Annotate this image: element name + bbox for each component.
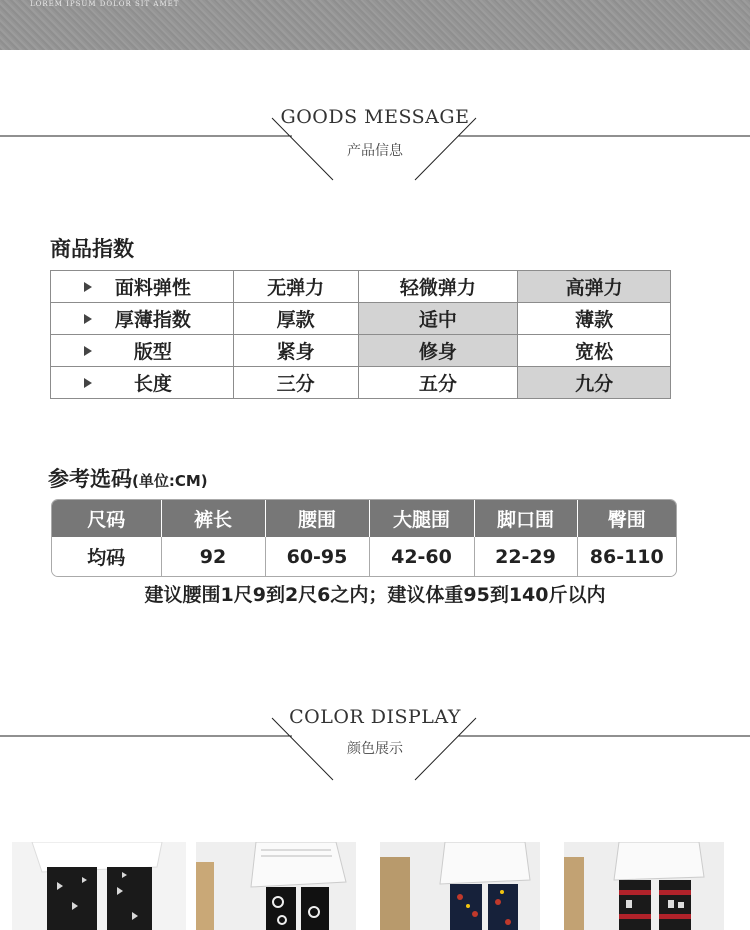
triangle-bullet-icon — [84, 314, 92, 324]
index-option-selected: 适中 — [358, 303, 518, 335]
product-index-table — [50, 270, 671, 399]
triangle-bullet-icon — [84, 378, 92, 388]
index-row-label — [51, 367, 234, 399]
goods-message-subtitle: 产品信息 — [347, 143, 403, 159]
size-value-row — [52, 537, 676, 576]
size-header-cell: 脚口围 — [474, 500, 577, 537]
size-unit: (单位:CM) — [132, 472, 208, 490]
index-label-text: 长度 — [133, 373, 172, 395]
size-header-cell: 裤长 — [161, 500, 265, 537]
index-title: 商品指数 — [50, 237, 134, 261]
triangle-bullet-icon — [84, 282, 92, 292]
index-row-label — [51, 335, 234, 367]
index-option: 紧身 — [233, 335, 358, 367]
index-row-label — [51, 271, 234, 303]
size-header-cell: 尺码 — [52, 500, 161, 537]
index-option: 五分 — [358, 367, 518, 399]
size-value-cell: 86-110 — [577, 537, 676, 576]
photo-swirl-leggings[interactable] — [196, 842, 356, 930]
index-row — [51, 367, 671, 399]
index-row — [51, 335, 671, 367]
size-title — [48, 463, 208, 493]
goods-message-header — [0, 100, 750, 180]
index-option: 轻微弹力 — [358, 271, 518, 303]
index-label-text: 面料弹性 — [114, 277, 191, 299]
index-label-text: 版型 — [133, 341, 172, 363]
index-option: 厚款 — [233, 303, 358, 335]
index-option-selected: 高弹力 — [518, 271, 671, 303]
size-value-cell: 均码 — [52, 537, 161, 576]
size-header-row — [52, 500, 676, 537]
index-option: 薄款 — [518, 303, 671, 335]
size-header-cell: 腰围 — [265, 500, 369, 537]
index-option-selected: 九分 — [518, 367, 671, 399]
size-advice: 建议腰围1尺9到2尺6之内；建议体重95到140斤以内 — [144, 584, 606, 606]
size-title-text: 参考选码 — [48, 467, 132, 491]
size-table — [51, 499, 677, 577]
index-label-text: 厚薄指数 — [114, 309, 191, 331]
triangle-bullet-icon — [84, 346, 92, 356]
size-value-cell: 22-29 — [474, 537, 577, 576]
size-header-cell: 大腿围 — [369, 500, 474, 537]
color-display-subtitle: 颜色展示 — [347, 741, 403, 757]
size-header-cell: 臀围 — [577, 500, 676, 537]
photo-reindeer-leggings[interactable] — [564, 842, 724, 930]
index-option: 三分 — [233, 367, 358, 399]
index-option: 无弹力 — [233, 271, 358, 303]
index-row — [51, 271, 671, 303]
index-row — [51, 303, 671, 335]
photo-star-leggings[interactable] — [380, 842, 540, 930]
index-option-selected: 修身 — [358, 335, 518, 367]
color-display-title: COLOR DISPLAY — [289, 706, 461, 728]
color-display-header — [0, 700, 750, 780]
size-value-cell: 92 — [161, 537, 265, 576]
size-value-cell: 42-60 — [369, 537, 474, 576]
goods-message-title: GOODS MESSAGE — [280, 106, 470, 128]
size-value-cell: 60-95 — [265, 537, 369, 576]
top-strip-caption: LOREM IPSUM DOLOR SIT AMET — [30, 0, 180, 8]
index-row-label — [51, 303, 234, 335]
photo-dragonfly-leggings[interactable] — [12, 842, 186, 930]
index-option: 宽松 — [518, 335, 671, 367]
